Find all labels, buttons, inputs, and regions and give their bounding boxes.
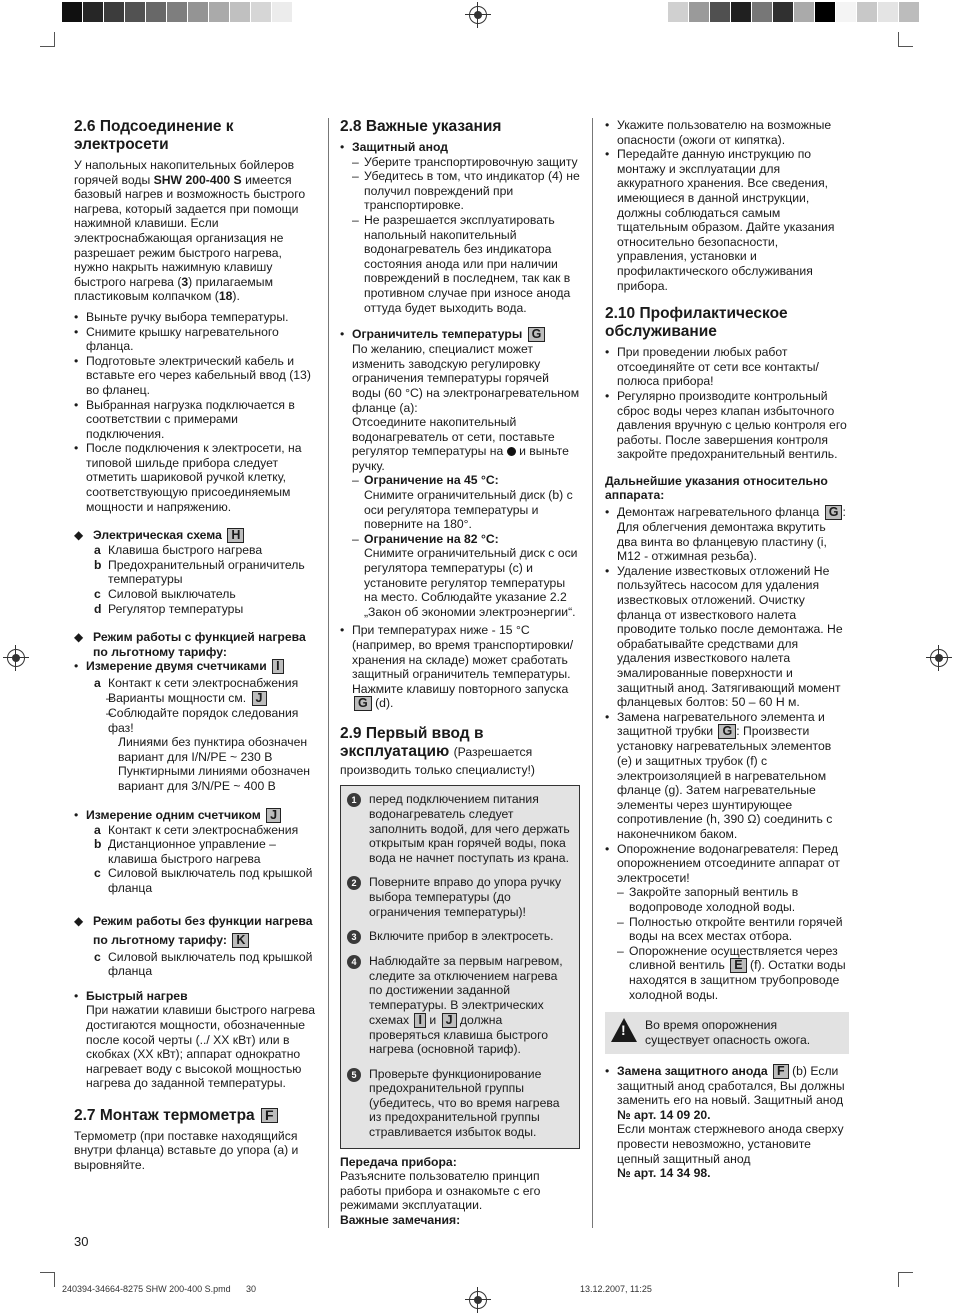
- page-number: 30: [74, 1234, 89, 1249]
- section-2-9-heading: 2.9 Первый ввод в эксплуатацию (Разрешается производить только специалисту!): [340, 725, 535, 778]
- thermometer-text: Термометр (при поставке находящийся внутри фланца) вставьте до упора (а) и выровняйте.: [74, 1128, 299, 1173]
- crop-mark-bottom-left: [40, 1272, 55, 1287]
- fast-heat-list: [74, 989, 318, 1091]
- list-item: – Соблюдайте порядок следования фаз!: [94, 706, 318, 735]
- color-swatch: [815, 2, 836, 22]
- wiring-diagram-heading: ◆ Электрическая схема H: [74, 528, 318, 543]
- one-meter-list: [74, 808, 318, 823]
- figure-ref-j: J: [442, 1013, 457, 1028]
- color-swatch: [83, 2, 104, 22]
- limiter-list: [340, 327, 580, 473]
- fast-heat-item: • Быстрый нагрев При нажатии клавиши быстрого нагрева достигаются мощности, обозначенные после косой черты (../ XX кВт) или в скобках (XX кВт); аппарат однократно нагревает воду с высокой мощностью нагрева до заданной температуры.: [74, 989, 318, 1091]
- one-meter-item: • Измерение одним счетчиком J: [74, 808, 318, 823]
- list-item: • Замена нагревательного элемента и защитной трубки G : Произвести установку нагревательных элементов (е) и защитных трубок (f) с электроизоляцией в нагревательном фланце (g). Затем нагревательные элементы через шунтирующее сопротивление (h, 390 Ω) соединить с наконечником баком.: [605, 710, 849, 842]
- section-2-6-heading: 2.6 Подсоединение к электросети: [74, 118, 234, 153]
- warning-box: [605, 1012, 849, 1053]
- anode-replace-item: • Замена защитного анода F (b) Если защитный анод сработался, Вы должны заменить его на новый. Защитный анод № арт. 14 09 20. Если монтаж стержневого анода сверху провести невозможно, установите цепный защитный анод № арт. 14 34 98.: [605, 1064, 849, 1181]
- section-2-10-heading: 2.10 Профилактическое обслуживание: [605, 305, 788, 341]
- list-item: – Не разрешается эксплуатировать напольный накопительный водонагреватель без индикатора состояния анода или при наличии повреждений в последнем, так как в противном случае при износе анода оттуда будет выходить вода.: [340, 213, 580, 315]
- handover-paragraph: Передача прибора: Разъясните пользователю принцип работы прибора и ознакомьте с его режимами эксплуатации. Важные замечания:: [340, 1154, 541, 1228]
- color-swatch: [272, 2, 293, 22]
- limiter-item: • Ограничитель температуры G По желанию, специалист может изменить заводскую регулировку ограничения температуры горячей воды (60 °C) на электронагревательном фланце (а): Отсоедините накопительный водонагреватель от сети, поставьте регулятор температуры на и выньте ручку.: [340, 327, 580, 473]
- color-swatch: [251, 2, 272, 22]
- figure-ref-j: J: [252, 691, 267, 706]
- column-2: [340, 118, 580, 1228]
- column-3: [605, 118, 849, 1187]
- figure-ref-g: G: [718, 724, 736, 739]
- color-swatch: [125, 2, 146, 22]
- diamond-bullet-icon: ◆: [74, 528, 84, 543]
- figure-ref-e: E: [730, 958, 746, 973]
- footer-date: 13.12.2007, 11:25: [580, 1284, 652, 1294]
- color-swatch: [836, 2, 857, 22]
- list-item: • Укажите пользователю на возможные опасности (ожоги от кипятка).: [605, 118, 849, 147]
- footer-page: 30: [246, 1284, 257, 1294]
- one-meter-legend: a Контакт к сети электроснабжения b Дистанционное управление – клавиша быстрого нагрева c Силовой выключатель под крышкой фланца: [94, 822, 313, 895]
- anode-sublist: [340, 155, 580, 316]
- dot-symbol-icon: [507, 447, 516, 456]
- color-swatch: [752, 2, 773, 22]
- step-5: 5 Проверьте функционирование предохранительной группы (убедитесь, что во время нагрева из предохранительной группы стравливается избыток воды.: [347, 1067, 573, 1140]
- list-item: • Снимите крышку нагревательного фланца.: [74, 325, 318, 354]
- list-item: • Выбранная нагрузка подключается в соответствии с примерами подключения.: [74, 398, 318, 442]
- color-swatch: [878, 2, 899, 22]
- list-item: – Закройте запорный вентиль в водопроводе холодной воды.: [605, 885, 849, 914]
- color-swatch: [773, 2, 794, 22]
- anode-list: [340, 140, 580, 155]
- drain-sublist: [605, 885, 849, 1002]
- registration-mark-left: [7, 649, 25, 667]
- list-item: • Передайте данную инструкцию по монтажу и эксплуатации для аккуратного хранения. Все сведения, имеющиеся в данной инструкции, должны соблюдаться самым тщательным образом. Дайте указания относительно безопасности, управления, установки и профилактического обслуживания прибора.: [605, 147, 849, 293]
- list-item: – Убедитесь в том, что индикатор (4) не получил повреждений при транспортировке.: [340, 169, 580, 213]
- color-swatch: [857, 2, 878, 22]
- frost-list: [340, 623, 580, 711]
- color-swatch: [668, 2, 689, 22]
- list-item: • Удаление известковых отложений Не пользуйтесь насосом для удаления известковых отложений. Очистку фланца от известкового налета проводите только после демонтажа. Не обрабатывайте средствами для удаления известкового налета эмалированные поверхности и защитный анод. Затягивающий момент фланцевых болтов: 50 – 60 Н м.: [605, 564, 849, 710]
- footer-file: 240394-34664-8275 SHW 200-400 S.pmd: [62, 1284, 231, 1294]
- step-3: 3 Включите прибор в электросеть.: [347, 929, 573, 944]
- list-item: – Ограничение на 82 °C: Снимите ограничительный диск с оси регулятора температуры (с) и установите регулятор температуры на место. Соблюдайте указание 2.2 „Закон об экономии электроэнергии“.: [340, 532, 580, 620]
- diamond-bullet-icon: ◆: [74, 913, 84, 928]
- color-swatch: [710, 2, 731, 22]
- figure-ref-h: H: [227, 528, 244, 543]
- color-swatch: [899, 2, 920, 22]
- figure-ref-i: I: [272, 659, 283, 674]
- list-item: • Регулярно производите контрольный сброс воды через клапан избыточного давления вручную с целью контроля его работы. После завершения контроля закройте предохранительный вентиль.: [605, 389, 849, 462]
- registration-mark-right: [930, 649, 948, 667]
- list-item: • Демонтаж нагревательного фланца G : Для облегчения демонтажа вкрутить два винта во фланцевую пластину (i, М12 - отжимная резьба).: [605, 505, 849, 564]
- warning-triangle-icon: !: [611, 1018, 637, 1042]
- first-start-steps-box: [340, 785, 580, 1148]
- color-bar-left: [62, 2, 293, 22]
- list-item: – Варианты мощности см. J: [94, 691, 318, 706]
- registration-mark-top: [469, 6, 487, 24]
- column-divider-1: [328, 118, 329, 1228]
- further-notes-list: [605, 505, 849, 885]
- section-2-6-intro: У напольных накопительных бойлеров горячей воды SHW 200-400 S имеется базовый нагрев и возможность быстрого нагрева, который задается при помощи нажимной клавиши. Если электроснабжающая организация не разрешает режим быстрого нагрева, нужно накрыть нажимную клавишу быстрого нагрева (3) прилагаемым пластиковым колпачком (18).: [74, 158, 306, 304]
- column-divider-2: [592, 118, 593, 1228]
- section-2-7-heading: 2.7 Монтаж термометра F: [74, 1107, 318, 1125]
- color-swatch: [230, 2, 251, 22]
- color-swatch: [167, 2, 188, 22]
- anode-replace-list: [605, 1064, 849, 1181]
- figure-ref-k: K: [232, 933, 249, 948]
- step-4: 4 Наблюдайте за первым нагревом, следите за отключением нагрева по достижении заданной температуры. В электрических схемах I и J должна проверяться клавиша быстрого нагрева (основной тариф).: [347, 954, 573, 1057]
- section-2-8-heading: 2.8 Важные указания: [340, 118, 502, 135]
- figure-ref-i: I: [414, 1013, 425, 1028]
- color-swatch: [62, 2, 83, 22]
- column-1: 2.6 Подсоединение к электросети У напольных накопительных бойлеров горячей воды SHW 200-400 S имеется базовый нагрев и возможность быстрого нагрева, который задается при помощи нажимной клавиши. Если электроснабжающая организация не разрешает режим быстрого нагрева, нужно накрыть нажимную клавишу быстрого нагрева (3) прилагаемым пластиковым колпачком (18). • Выньте ручку выбора температуры. • Снимите крышку нагревательного фланца. • Подготовьте электрический кабель и вставьте его через кабельный ввод (13) во фланец. • Выбранная нагрузка подключается в соответствии с примерами подключения. • После подключения к электросети, на типовой шильде прибора следует отметить шариковой ручкой клетку, соответствующую присоединяемым мощности и напряжению. ◆ Электрическая схема H a Клавиша быстрого нагрева b Предохранительный ограничитель температуры c Силовой выключатель d Регулятор температуры ◆ Режим работы с функцией нагрева по льготному тарифу: • Измерение двумя счетчиками I a Контакт к сети электроснабжения – Варианты мощности см. J – Соблюдайте порядок следования фаз! - Линиями без пунктира обозначен вариант для I/N/PE ~ 230 В - Пунктирными линиями обозначен вариант для 3/N/PE ~ 400 В • Измерение одним счетчиком J a Контакт к сети электроснабжения b Дистанционное управление – клавиша быстрого нагрева c Силовой выключатель под крышкой фланца ◆ Режим работы без функции нагрева по льготному тарифу: K c Силовой выключатель под крышкой фланца • Быстрый нагрев При нажатии клавиши быстрого нагрева достигаются мощности, обозначенные после косой черты (../ XX кВт) или в скобках (XX кВт); аппарат однократно нагревает воду с высокой мощностью нагрева до заданной температуры. 2.7 Монтаж термометра F Термометр (при поставке находящийся внутри фланца) вставьте до упора (а) и выровняйте.: [74, 118, 318, 1179]
- figure-ref-g: G: [354, 696, 372, 711]
- list-item: • Опорожнение водонагревателя: Перед опорожнением отсоедините аппарат от электросети!: [605, 842, 849, 886]
- crop-mark-top-left: [40, 32, 55, 47]
- warning-text: Во время опорожнения существует опасность ожога.: [645, 1018, 811, 1048]
- list-item: • После подключения к электросети, на типовой шильде прибора следует отметить шариковой ручкой клетку, соответствующую присоединяемым мощности и напряжению.: [74, 441, 318, 514]
- figure-ref-g: G: [528, 327, 546, 342]
- color-bar-right: [668, 2, 920, 22]
- two-meter-sublist: [94, 691, 318, 794]
- registration-mark-bottom: [469, 1291, 487, 1309]
- step-1: 1 перед подключением питания водонагреватель следует заполнить водой, для чего держать открытым кран горячей воды, пока вода не начнет поступать из крана.: [347, 792, 573, 865]
- wiring-legend: a Клавиша быстрого нагрева b Предохранительный ограничитель температуры c Силовой выключатель d Регулятор температуры: [94, 543, 305, 616]
- crop-mark-bottom-right: [898, 1272, 913, 1287]
- two-meter-item: • Измерение двумя счетчиками I: [74, 659, 318, 674]
- limiter-sublist: [340, 473, 580, 619]
- color-swatch: [794, 2, 815, 22]
- list-item: • Выньте ручку выбора температуры.: [74, 310, 318, 325]
- list-item: - Линиями без пунктира обозначен вариант для I/N/PE ~ 230 В: [94, 735, 318, 764]
- anode-item: • Защитный анод: [340, 140, 580, 155]
- list-item: – Опорожнение осуществляется через сливной вентиль E (f). Остатки воды находятся в защитном трубопроводе холодной воды.: [605, 944, 849, 1003]
- maintenance-list: [605, 345, 849, 462]
- color-swatch: [104, 2, 125, 22]
- list-item: • При проведении любых работ отсоединяйте от сети все контакты/полюса прибора!: [605, 345, 849, 389]
- color-swatch: [188, 2, 209, 22]
- list-item: – Уберите транспортировочную защиту: [340, 155, 580, 170]
- two-meter-list: [74, 659, 318, 674]
- connection-steps-list: [74, 310, 318, 514]
- color-swatch: [209, 2, 230, 22]
- list-item: – Ограничение на 45 °C: Снимите ограничительный диск (b) с оси регулятора температуры и поверните на 180°.: [340, 473, 580, 531]
- crop-mark-top-right: [898, 32, 913, 47]
- figure-ref-f: F: [773, 1064, 789, 1079]
- list-item: - Пунктирными линиями обозначен вариант для 3/N/PE ~ 400 В: [94, 764, 318, 793]
- diamond-bullet-icon: ◆: [74, 630, 84, 645]
- frost-item: • При температурах ниже - 15 °C (например, во время транспортировки/хранения на складе) может сработать защитный ограничитель температуры. Нажмите клавишу повторного запуска G (d).: [340, 623, 580, 711]
- further-notes-heading: Дальнейшие указания относительно аппарата:: [605, 473, 828, 503]
- color-swatch: [731, 2, 752, 22]
- no-tariff-mode-heading: ◆ Режим работы без функции нагрева по льготному тарифу: K: [74, 912, 318, 950]
- list-item: – Полностью откройте вентили горячей воды на всех местах отбора.: [605, 915, 849, 944]
- color-swatch: [689, 2, 710, 22]
- color-swatch: [146, 2, 167, 22]
- list-item: • Подготовьте электрический кабель и вставьте его через кабельный ввод (13) во фланец.: [74, 354, 318, 398]
- figure-ref-g: G: [825, 505, 843, 520]
- figure-ref-f: F: [261, 1108, 278, 1123]
- figure-ref-j: J: [266, 808, 281, 823]
- low-tariff-mode-heading: ◆ Режим работы с функцией нагрева по льготному тарифу:: [74, 630, 306, 659]
- user-notes-list: [605, 118, 849, 293]
- step-2: 2 Поверните вправо до упора ручку выбора температуры (до ограничения температуры)!: [347, 875, 573, 919]
